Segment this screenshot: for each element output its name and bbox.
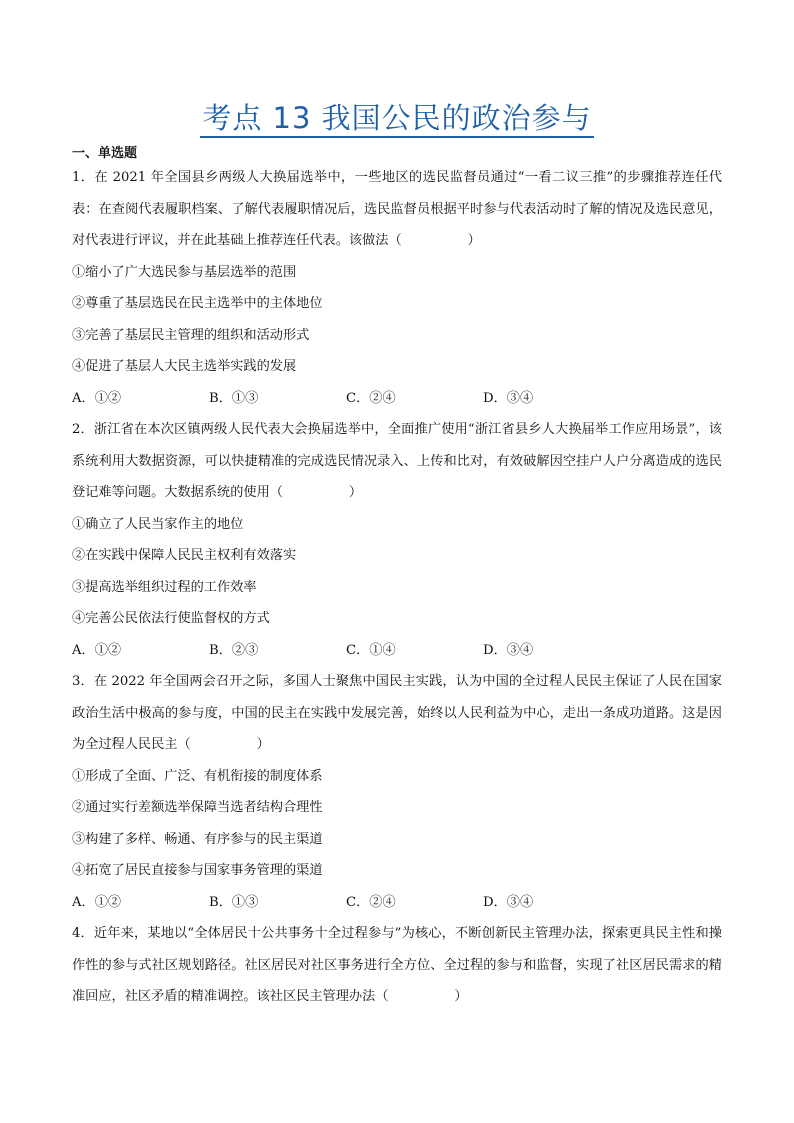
question-1: [72, 162, 722, 414]
choice-c: C．①④: [346, 642, 396, 658]
choice-d: D．③④: [483, 894, 534, 910]
page-title: 考点 13 我国公民的政治参与: [0, 96, 794, 137]
question-2: [72, 414, 722, 666]
answer-choices: [72, 635, 722, 667]
question-stem: 1．在 2021 年全国县乡两级人大换届选举中，一些地区的选民监督员通过“一看二议三推”的步骤推荐连任代表：在查阅代表履职档案、了解代表履职情况后，选民监督员根据平时参与代表活动时了解的情况及选民意见，对代表进行评议，并在此基础上推荐连任代表。该做法（ ）: [72, 170, 722, 248]
statement-option: ③构建了多样、畅通、有序参与的民主渠道: [72, 831, 323, 847]
statement-option: ④拓宽了居民直接参与国家事务管理的渠道: [72, 863, 323, 878]
question-stem: 2．浙江省在本次区镇两级人民代表大会换届选举中，全面推广使用“浙江省县乡人大换届举工作应用场景”，该系统利用大数据资源，可以快捷精准的完成选民情况录入、上传和比对，有效破解因空挂户人户分离造成的选民登记难等问题。大数据系统的使用（ ）: [72, 422, 722, 500]
answer-choices: [72, 887, 722, 919]
statement-option: ②在实践中保障人民民主权利有效落实: [72, 548, 297, 563]
choice-a: A．①②: [72, 642, 122, 658]
question-3: [72, 666, 722, 918]
statement-option: ②通过实行差额选举保障当选者结构合理性: [72, 800, 323, 815]
statement-option: ①形成了全面、广泛、有机衔接的制度体系: [72, 768, 323, 784]
statement-option: ②尊重了基层选民在民主选举中的主体地位: [72, 296, 323, 311]
section-heading: 一、单选题: [72, 146, 138, 161]
choice-a: A．①②: [72, 894, 122, 910]
choice-d: D．③④: [483, 390, 534, 406]
question-4: [72, 918, 722, 1013]
choice-b: B．①③: [209, 894, 259, 910]
choice-d: D．③④: [483, 642, 534, 658]
choice-a: A．①②: [72, 390, 122, 406]
question-list: [72, 162, 722, 1013]
statement-option: ④完善公民依法行使监督权的方式: [72, 611, 270, 626]
choice-b: B．①③: [209, 390, 259, 406]
statement-option: ①缩小了广大选民参与基层选举的范围: [72, 264, 297, 280]
choice-c: C．②④: [346, 390, 396, 406]
statement-option: ④促进了基层人大民主选举实践的发展: [72, 359, 297, 374]
choice-b: B．②③: [209, 642, 259, 658]
question-stem: 3．在 2022 年全国两会召开之际，多国人士聚焦中国民主实践，认为中国的全过程人民民主保证了人民在国家政治生活中极高的参与度，中国的民主在实践中发展完善，始终以人民利益为中心，走出一条成功道路。这是因为全过程人民民主（ ）: [72, 674, 722, 752]
answer-choices: [72, 383, 722, 415]
statement-option: ③完善了基层民主管理的组织和活动形式: [72, 327, 310, 343]
statement-option: ③提高选举组织过程的工作效率: [72, 579, 257, 595]
question-stem: 4．近年来，某地以“全体居民十公共事务十全过程参与”为核心，不断创新民主管理办法，探索更具民主性和操作性的参与式社区规划路径。社区居民对社区事务进行全方位、全过程的参与和监督，实现了社区居民需求的精准回应，社区矛盾的精准调控。该社区民主管理办法（ ）: [72, 926, 722, 1004]
choice-c: C．②④: [346, 894, 396, 910]
statement-option: ①确立了人民当家作主的地位: [72, 516, 244, 532]
